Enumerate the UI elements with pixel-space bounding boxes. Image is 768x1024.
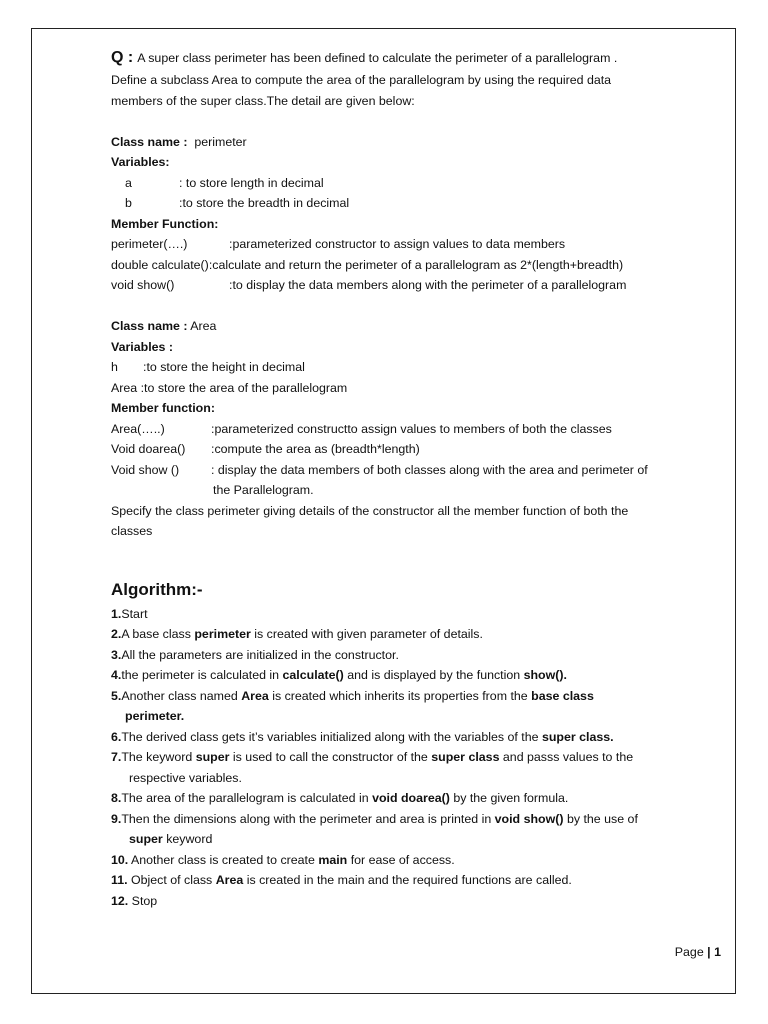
step-number: 12. [111,893,129,908]
algorithm-step [111,788,721,809]
step-number: 4. [111,668,122,682]
specify-line-2: classes [111,524,153,538]
step-text: is created which inherits its properties from the [268,688,532,703]
function-row [111,460,721,481]
variable-row [111,173,721,194]
step-text: is created in the main and the required functions are called. [243,873,572,887]
step-text: by the given formula. [449,791,569,805]
step-text: and is displayed by the function [343,668,524,682]
algorithm-step [111,665,721,686]
step-text: is used to call the constructor of the [229,750,432,764]
document-body [111,46,721,911]
function-desc: :compute the area as (breadth*length) [211,442,420,456]
function-desc: :calculate and return the perimeter of a parallelogram as 2*(length+breadth) [208,257,624,272]
step-text: Another class is created to create [128,852,319,867]
step-keyword: void doarea() [372,791,450,805]
step-number: 1. [111,606,122,621]
variable-row [111,357,721,378]
algorithm-step [111,870,721,891]
step-number: 2. [111,627,122,641]
question-mark: Q : [111,49,134,66]
area-variables-label: Variables : [111,339,173,354]
variable-desc: : to store length in decimal [179,175,324,190]
function-row [111,255,721,276]
step-keyword: show(). [523,668,567,682]
function-desc: :parameterized constructto assign values to members of both the classes [211,421,612,436]
step-keyword: Area [241,688,269,703]
variable-row [111,193,721,214]
algorithm-step [111,686,721,707]
function-name: double calculate() [111,257,209,272]
class-name-label: Class name : [111,134,188,149]
step-number: 7. [111,750,122,764]
algorithm-step [111,891,721,912]
function-desc-cont: the Parallelogram. [213,483,314,497]
function-desc: :to display the data members along with the perimeter of a parallelogram [229,278,627,292]
function-name: perimeter(….) [111,237,188,251]
algorithm-step [111,645,721,666]
algorithm-step-cont: respective variables. [129,770,242,785]
step-text: by the use of [563,811,638,826]
class-name-label: Class name : [111,319,188,333]
page-number: 1 [714,945,721,959]
step-text: and passs values to the [499,750,634,764]
step-number: 8. [111,791,122,805]
step-keyword: main [318,852,348,867]
variable-desc: :to store the breadth in decimal [179,196,350,210]
area-class-name [111,316,721,337]
page-label: Page [674,945,704,959]
step-text: keyword [162,832,213,846]
step-number: 11. [111,873,128,887]
step-text: Object of class [127,873,216,887]
step-keyword: super [195,750,230,764]
function-row [111,419,721,440]
function-desc: :parameterized constructor to assign values to data members [229,237,566,251]
function-name: Void show () [111,462,180,477]
variable-desc: :to store the height in decimal [143,360,305,374]
step-keyword: perimeter [194,627,251,641]
step-text: for ease of access. [347,852,455,867]
class-name-value: Area [190,319,217,333]
step-keyword: void show() [494,811,564,826]
perimeter-member-label: Member Function: [111,216,219,231]
step-text: Start [121,606,148,621]
step-text: A base class [121,627,195,641]
step-text: Stop [128,893,158,908]
function-desc: : display the data members of both classes along with the area and perimeter of [211,462,648,477]
step-number: 5. [111,688,122,703]
function-row [111,439,721,460]
perimeter-variables-label: Variables: [111,155,170,169]
page-number-footer [675,945,721,959]
algorithm-step [111,727,721,748]
class-name-value: perimeter [194,134,247,149]
step-keyword: perimeter. [125,709,185,723]
algorithm-step [111,850,721,871]
area-member-label: Member function: [111,401,215,415]
algorithm-step-cont [111,706,721,727]
step-keyword: super class. [541,729,614,744]
algorithm-step [111,809,721,830]
algorithm-step [111,624,721,645]
perimeter-class-name [111,132,721,153]
question-intro-1: A super class perimeter has been defined to calculate the perimeter of a parallelogram . [137,51,618,65]
function-row [111,234,721,255]
step-number: 9. [111,811,122,826]
page-separator: | [703,945,715,959]
function-name: void show() [111,278,175,292]
step-text: the perimeter is calculated in [121,668,283,682]
step-text: The derived class gets it’s variables initialized along with the variables of the [121,729,542,744]
step-keyword: super class [431,750,500,764]
step-text: All the parameters are initialized in the constructor. [121,647,399,662]
algorithm-step-cont [111,829,721,850]
step-number: 6. [111,729,122,744]
function-name: Area(…..) [111,421,165,436]
step-keyword: calculate() [282,668,344,682]
step-text: Another class named [121,688,242,703]
algorithm-step [111,747,721,768]
question-line-3: members of the super class.The detail are given below: [111,93,415,108]
question-line-2: Define a subclass Area to compute the area of the parallelogram by using the required data [111,73,612,87]
step-text: is created with given parameter of details. [250,627,483,641]
step-number: 10. [111,852,129,867]
variable-name: a [125,175,132,190]
specify-line-1: Specify the class perimeter giving details of the constructor all the member function of both the [111,503,629,518]
variable-name: h [111,360,118,374]
step-text: The area of the parallelogram is calculated in [121,791,373,805]
question-line-1 [111,46,721,70]
variable-area: Area :to store the area of the parallelogram [111,380,348,395]
algorithm-title: Algorithm:- [111,579,203,599]
step-keyword: super [129,832,163,846]
step-keyword: base class [531,688,594,703]
step-text: The keyword [121,750,196,764]
algorithm-step [111,604,721,625]
step-keyword: Area [215,873,244,887]
step-text: Then the dimensions along with the perimeter and area is printed in [121,811,495,826]
step-number: 3. [111,647,122,662]
function-row [111,275,721,296]
function-name: Void doarea() [111,442,186,456]
variable-name: b [125,196,132,210]
